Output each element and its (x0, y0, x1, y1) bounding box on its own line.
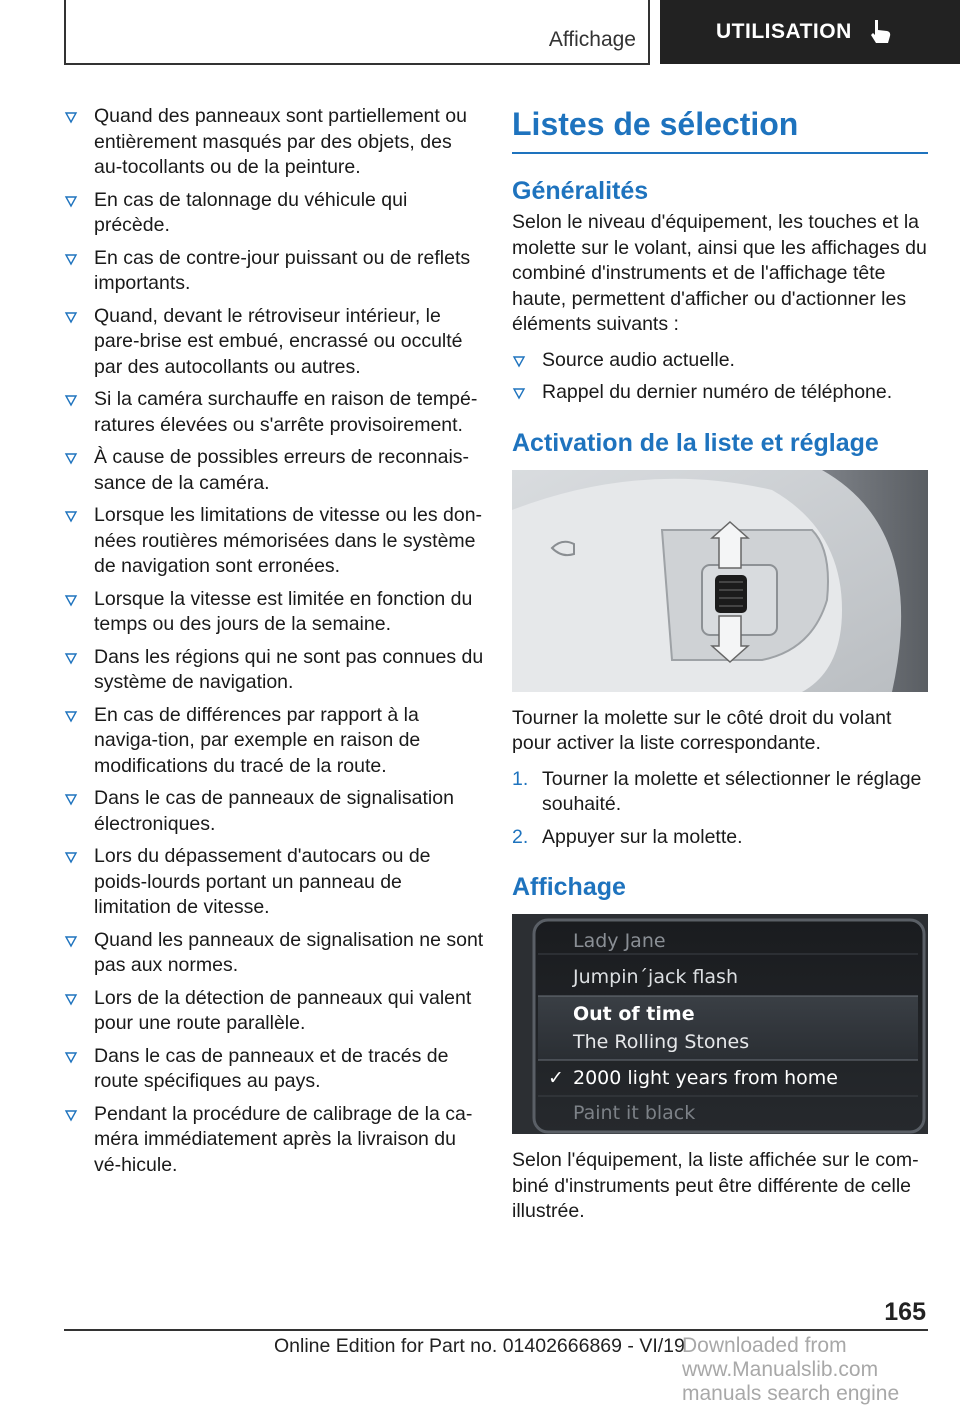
list-item (64, 645, 484, 696)
triangle-bullet-icon (64, 934, 78, 948)
triangle-bullet-icon (64, 1050, 78, 1064)
footer-edition: Online Edition for Part no. 01402666869 - VI/19 (274, 1335, 685, 1357)
header-rule-divider (648, 0, 650, 64)
header-rule-left (64, 0, 66, 64)
list-item (64, 445, 484, 496)
list-item (64, 786, 484, 837)
instrument-cluster-list-image (512, 914, 928, 1134)
display-caption: Selon l'équipement, la liste affichée sur le com-biné d'instruments peut être différente de celle illustrée. (512, 1149, 919, 1222)
triangle-bullet-icon (64, 850, 78, 864)
section-title: Listes de sélection (512, 104, 928, 154)
list-item-text: Pendant la procédure de calibrage de la ca-méra immédiatement après la livraison du vé-hicule. (94, 1102, 473, 1176)
triangle-bullet-icon (64, 393, 78, 407)
header-rule-bottom (64, 63, 650, 65)
list-item (512, 348, 928, 374)
screen-row: Jumpin´jack flash (573, 966, 738, 988)
list-item (64, 188, 484, 239)
triangle-bullet-icon (64, 310, 78, 324)
list-item (512, 380, 928, 406)
page-number: 165 (884, 1298, 926, 1326)
activation-caption: Tourner la molette sur le côté droit du volant pour activer la liste correspondante. (512, 706, 892, 754)
left-column (64, 104, 484, 1185)
screen-row-selected: Out of time (573, 1003, 695, 1025)
list-item (64, 587, 484, 638)
activation-steps (512, 767, 928, 851)
triangle-bullet-icon (64, 593, 78, 607)
footer-watermark: Downloaded from www.Manualslib.com manuals search engine (682, 1334, 900, 1405)
list-item (512, 825, 928, 851)
list-item (64, 387, 484, 438)
list-item (64, 246, 484, 297)
header-chapter-label: UTILISATION (716, 20, 852, 43)
step-number: 1. (512, 767, 529, 790)
condition-list (64, 104, 484, 1178)
list-item-text: Lors du dépassement d'autocars ou de poids-lourds portant un panneau de limitation de vitesse. (94, 845, 431, 918)
step-text: Tourner la molette et sélectionner le réglage souhaité. (542, 767, 922, 815)
general-text: Selon le niveau d'équipement, les touches et la molette sur le volant, ainsi que les affichages du combiné d'instruments et de l'affichage tête haute, permettent d'afficher ou d'actionner les éléments suivants : (512, 211, 927, 335)
list-item-text: Dans le cas de panneaux et de tracés de route spécifiques au pays. (94, 1044, 449, 1092)
list-item (64, 104, 484, 181)
steering-wheel-roller-image (512, 470, 928, 692)
list-item-text: Source audio actuelle. (542, 348, 735, 371)
general-list (512, 348, 928, 406)
triangle-bullet-icon (64, 792, 78, 806)
step-text: Appuyer sur la molette. (542, 825, 743, 848)
triangle-bullet-icon (64, 509, 78, 523)
list-item (64, 503, 484, 580)
list-item-text: Lors de la détection de panneaux qui valent pour une route parallèle. (94, 986, 472, 1034)
list-item-text: Rappel du dernier numéro de téléphone. (542, 381, 893, 403)
triangle-bullet-icon (64, 252, 78, 266)
header-section-title: Affichage (548, 28, 636, 51)
screen-row: Lady Jane (573, 930, 666, 952)
list-item-text: En cas de contre-jour puissant ou de reflets importants. (94, 246, 471, 294)
screen-row: Paint it black (573, 1102, 696, 1124)
checkmark-icon: ✓ (548, 1067, 564, 1089)
list-item (64, 1044, 484, 1095)
triangle-bullet-icon (64, 992, 78, 1006)
header-chapter-tab (660, 0, 960, 64)
list-item-text: À cause de possibles erreurs de reconnais-sance de la caméra. (94, 446, 470, 494)
list-item (64, 1102, 484, 1179)
list-item (64, 844, 484, 921)
list-item-text: Si la caméra surchauffe en raison de tempé-ratures élevées ou s'arrête provisoirement. (94, 388, 478, 436)
right-column (512, 104, 928, 1235)
list-item-text: En cas de talonnage du véhicule qui précède. (94, 188, 408, 236)
triangle-bullet-icon (64, 1108, 78, 1122)
footer-rule (64, 1329, 928, 1331)
triangle-bullet-icon (64, 709, 78, 723)
screen-row: 2000 light years from home (573, 1067, 838, 1089)
list-item-text: Quand les panneaux de signalisation ne sont pas aux normes. (94, 928, 484, 976)
list-item (64, 703, 484, 780)
triangle-bullet-icon (64, 651, 78, 665)
display-heading: Affichage (512, 873, 626, 901)
list-item (64, 304, 484, 381)
list-item-text: Lorsque les limitations de vitesse ou les don-nées routières mémorisées dans le système de navigation sont erronées. (94, 504, 483, 577)
list-item (64, 928, 484, 979)
general-heading: Généralités (512, 177, 649, 205)
screen-row: The Rolling Stones (573, 1031, 750, 1053)
list-item-text: Quand, devant le rétroviseur intérieur, le pare-brise est embué, encrassé ou occulté par des autocollants ou autres. (94, 304, 463, 378)
triangle-bullet-icon (512, 386, 526, 400)
list-item (512, 767, 928, 818)
triangle-bullet-icon (64, 194, 78, 208)
triangle-bullet-icon (64, 110, 78, 124)
pointing-hand-icon (866, 18, 894, 46)
list-item-text: Quand des panneaux sont partiellement ou entièrement masqués par des objets, des au-tocollants ou de la peinture. (94, 105, 467, 178)
activation-heading: Activation de la liste et réglage (512, 428, 879, 457)
triangle-bullet-icon (512, 354, 526, 368)
triangle-bullet-icon (64, 451, 78, 465)
step-number: 2. (512, 825, 529, 848)
list-item (64, 986, 484, 1037)
list-item-text: En cas de différences par rapport à la naviga-tion, par exemple en raison de modifications du tracé de la route. (94, 703, 421, 777)
list-item-text: Dans le cas de panneaux de signalisation électroniques. (94, 787, 454, 835)
list-item-text: Lorsque la vitesse est limitée en fonction du temps ou des jours de la semaine. (94, 587, 473, 635)
list-item-text: Dans les régions qui ne sont pas connues du système de navigation. (94, 645, 484, 693)
